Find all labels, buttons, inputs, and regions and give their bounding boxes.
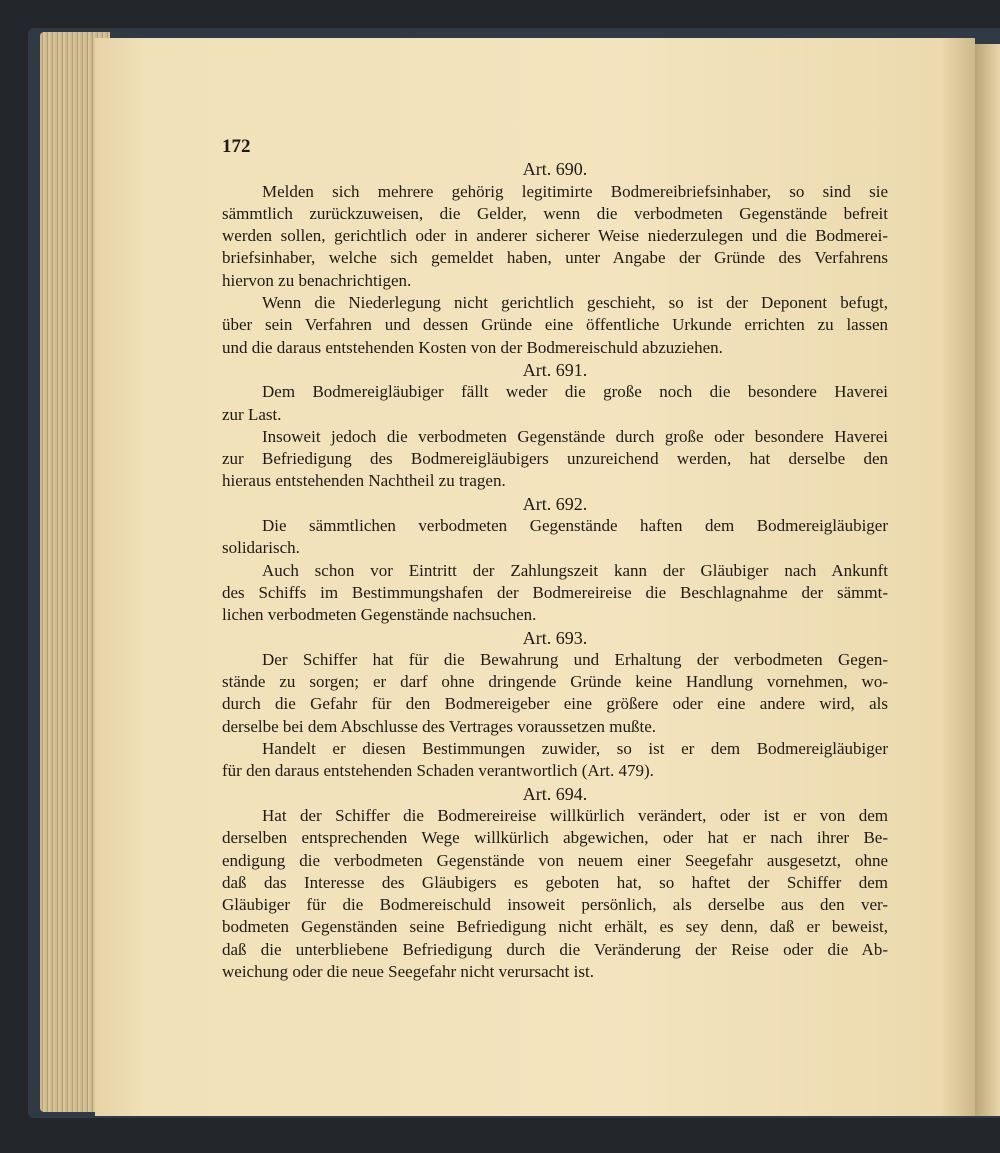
text-line: lichen verbodmeten Gegenstände nachsuchen. <box>222 605 537 625</box>
text-line: daß die unterbliebene Befriedigung durch die Veränderung der Reise oder die Ab- <box>222 939 888 959</box>
text-line: Handelt er diesen Bestimmungen zuwider, so ist er dem Bodmereigläubiger <box>262 739 888 759</box>
text-line: zur Last. <box>222 404 282 424</box>
spacer <box>222 136 888 158</box>
article-heading: Art. 693. <box>522 627 588 648</box>
text-line: Hat der Schiffer die Bodmereireise willkürlich verändert, oder ist er von dem <box>262 805 888 825</box>
text-line: Auch schon vor Eintritt der Zahlungszeit kann der Gläubiger nach Ankunft <box>262 560 888 580</box>
text-line: und die daraus entstehenden Kosten von der Bodmereischuld abzuziehen. <box>222 337 723 357</box>
article-heading: Art. 692. <box>522 493 588 514</box>
text-line: Gläubiger für die Bodmereischuld insoweit persönlich, als derselbe aus den ver- <box>222 895 888 915</box>
text-line: Melden sich mehrere gehörig legitimirte Bodmereibriefsinhaber, so sind sie <box>262 181 888 201</box>
text-line: stände zu sorgen; er darf ohne dringende Gründe keine Handlung vornehmen, wo- <box>222 672 888 692</box>
page-number: 172 <box>222 136 251 157</box>
text-line: derselbe bei dem Abschlusse des Vertrages voraussetzen mußte. <box>222 716 657 736</box>
article-heading: Art. 694. <box>522 783 588 804</box>
text-line: für den daraus entstehenden Schaden verantwortlich (Art. 479). <box>222 761 654 781</box>
text-line: Insoweit jedoch die verbodmeten Gegenstände durch große oder besondere Haverei <box>262 426 888 446</box>
article-heading: Art. 691. <box>522 359 588 380</box>
text-line: Die sämmtlichen verbodmeten Gegenstände haften dem Bodmereigläubiger <box>262 516 888 536</box>
text-line: solidarisch. <box>222 538 300 558</box>
text-line: werden sollen, gerichtlich oder in anderer sicherer Weise niederzulegen und die Bodmerei- <box>222 226 888 246</box>
text-line: endigung die verbodmeten Gegenstände von neuem einer Seegefahr ausgesetzt, ohne <box>222 850 888 870</box>
facing-page-edge <box>975 44 1000 1116</box>
text-line: hieraus entstehenden Nachtheil zu tragen. <box>222 471 506 491</box>
text-line: Der Schiffer hat für die Bewahrung und Erhaltung der verbodmeten Gegen- <box>262 649 888 669</box>
text-line: Dem Bodmereigläubiger fällt weder die große noch die besondere Haverei <box>262 382 888 402</box>
text-line: weichung oder die neue Seegefahr nicht verursacht ist. <box>222 961 594 981</box>
page-body <box>222 136 888 983</box>
text-line: daß das Interesse des Gläubigers es geboten hat, so haftet der Schiffer dem <box>222 872 888 892</box>
text-line: sämmtlich zurückzuweisen, die Gelder, wenn die verbodmeten Gegenstände befreit <box>222 203 888 223</box>
text-line: briefsinhaber, welche sich gemeldet haben, unter Angabe der Gründe des Verfahrens <box>222 248 888 268</box>
text-line: bodmeten Gegenständen seine Befriedigung nicht erhält, es sey denn, daß er beweist, <box>222 917 888 937</box>
text-line: hiervon zu benachrichtigen. <box>222 270 412 290</box>
text-line: zur Befriedigung des Bodmereigläubigers unzureichend werden, hat derselbe den <box>222 449 888 469</box>
text-line: über sein Verfahren und dessen Gründe eine öffentliche Urkunde errichten zu lassen <box>222 315 888 335</box>
text-line: durch die Gefahr für den Bodmereigeber eine größere oder eine andere wird, als <box>222 694 888 714</box>
text-line: derselben entsprechenden Wege willkürlich abgewichen, oder hat er nach ihrer Be- <box>222 828 888 848</box>
text-line: Wenn die Niederlegung nicht gerichtlich geschieht, so ist der Deponent befugt, <box>262 293 888 313</box>
article-heading: Art. 690. <box>522 159 588 180</box>
text-line: des Schiffs im Bestimmungshafen der Bodmereireise die Beschlagnahme der sämmt- <box>222 582 888 602</box>
